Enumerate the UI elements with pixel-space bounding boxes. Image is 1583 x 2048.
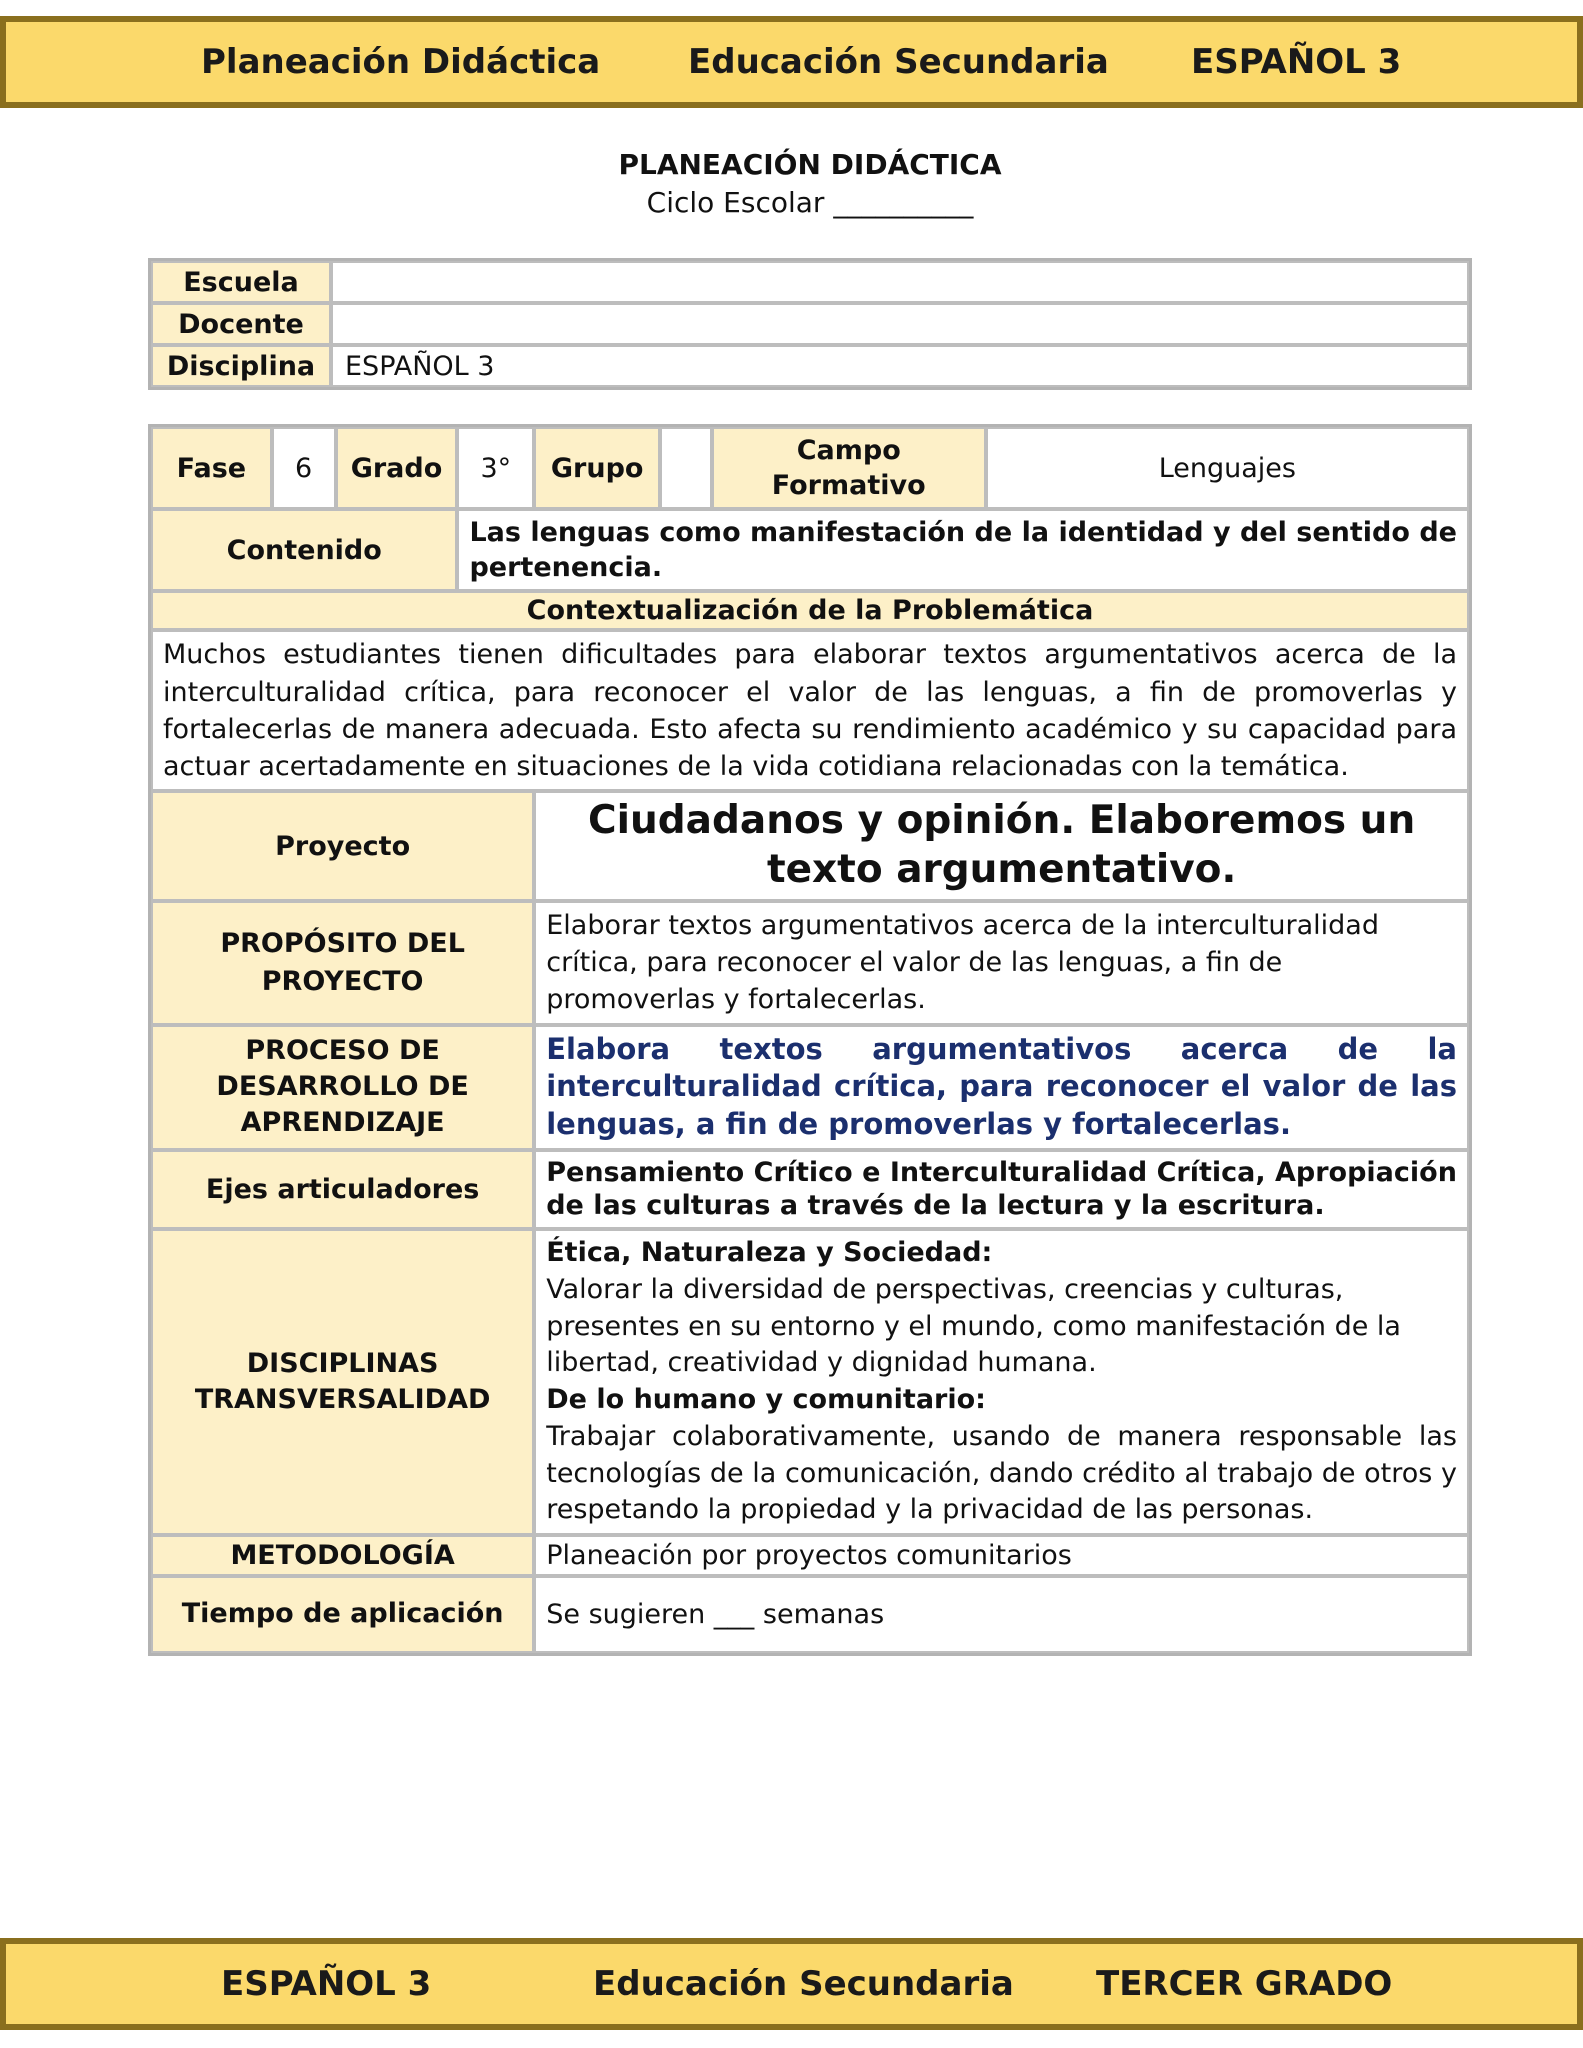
- transversalidad-heading-1: Ética, Naturaleza y Sociedad:: [546, 1237, 993, 1269]
- info-table: [148, 258, 1472, 390]
- header-right: ESPAÑOL 3: [1191, 42, 1402, 82]
- header-left: Planeación Didáctica: [201, 42, 601, 82]
- ejes-value: Pensamiento Crítico e Interculturalidad Crítica, Apropiación de las culturas a través de la lectura y la escritura.: [534, 1150, 1469, 1230]
- header-center: Educación Secundaria: [688, 42, 1109, 82]
- disciplina-field[interactable]: ESPAÑOL 3: [331, 345, 1469, 387]
- footer-right: TERCER GRADO: [1096, 1964, 1393, 2004]
- grupo-label: Grupo: [534, 427, 660, 509]
- contenido-value: Las lenguas como manifestación de la identidad y del sentido de pertenencia.: [457, 509, 1469, 591]
- escuela-row: [151, 261, 1469, 303]
- ejes-label: Ejes articuladores: [151, 1150, 534, 1230]
- transversalidad-heading-2: De lo humano y comunitario:: [546, 1384, 986, 1416]
- tiempo-value[interactable]: Se sugieren ___ semanas: [534, 1576, 1469, 1653]
- contexto-row: [151, 630, 1469, 791]
- campo-formativo-value[interactable]: Lenguajes: [986, 427, 1469, 509]
- proyecto-label: Proyecto: [151, 791, 534, 901]
- plan-table: [148, 424, 1472, 1656]
- proyecto-row: [151, 791, 1469, 901]
- disciplina-row: [151, 345, 1469, 387]
- tiempo-label: Tiempo de aplicación: [151, 1576, 534, 1653]
- transversalidad-label: DISCIPLINAS TRANSVERSALIDAD: [151, 1229, 534, 1535]
- grado-label: Grado: [336, 427, 458, 509]
- transversalidad-value: [534, 1229, 1469, 1535]
- tiempo-row: [151, 1576, 1469, 1653]
- fase-label: Fase: [151, 427, 272, 509]
- ejes-row: [151, 1150, 1469, 1230]
- transversalidad-row: [151, 1229, 1469, 1535]
- pda-value: Elabora textos argumentativos acerca de la interculturalidad crítica, para reconocer el valor de las lenguas, a fin de promoverlas y fortalecerlas.: [534, 1025, 1469, 1150]
- footer-left: ESPAÑOL 3: [221, 1964, 432, 2004]
- escuela-field[interactable]: [331, 261, 1469, 303]
- metodologia-value: Planeación por proyectos comunitarios: [534, 1535, 1469, 1576]
- fase-row: [151, 427, 1469, 509]
- contenido-row: [151, 509, 1469, 591]
- proposito-label: PROPÓSITO DEL PROYECTO: [151, 901, 534, 1025]
- proposito-row: [151, 901, 1469, 1025]
- docente-label: Docente: [151, 303, 331, 345]
- proposito-value: Elaborar textos argumentativos acerca de la interculturalidad crítica, para reconocer el valor de las lenguas, a fin de promoverlas y fortalecerlas.: [534, 901, 1469, 1025]
- metodologia-label: METODOLOGÍA: [151, 1535, 534, 1576]
- docente-row: [151, 303, 1469, 345]
- transversalidad-text-1: Valorar la diversidad de perspectivas, creencias y culturas, presentes en su entorno y el mundo, como manifestación de la libertad, creatividad y dignidad humana.: [546, 1273, 1401, 1379]
- metodologia-row: [151, 1535, 1469, 1576]
- footer-banner: [0, 1938, 1583, 2030]
- footer-center: Educación Secundaria: [593, 1964, 1014, 2004]
- fase-value[interactable]: 6: [272, 427, 336, 509]
- docente-field[interactable]: [331, 303, 1469, 345]
- pda-label: PROCESO DE DESARROLLO DE APRENDIZAJE: [151, 1025, 534, 1150]
- contexto-label: Contextualización de la Problemática: [151, 591, 1469, 630]
- escuela-label: Escuela: [151, 261, 331, 303]
- transversalidad-text-2: Trabajar colaborativamente, usando de manera responsable las tecnologías de la comunicación, dando crédito al trabajo de otros y respetando la propiedad y la privacidad de las personas.: [546, 1420, 1457, 1526]
- contexto-text: Muchos estudiantes tienen dificultades para elaborar textos argumentativos acerca de la interculturalidad crítica, para reconocer el valor de las lenguas, a fin de promoverlas y fortalecerlas de manera adecuada. Esto afecta su rendimiento académico y su capacidad para actuar acertadamente en situaciones de la vida cotidiana relacionadas con la temática.: [151, 630, 1469, 791]
- document-title: PLANEACIÓN DIDÁCTICA: [618, 148, 1002, 181]
- proyecto-value: Ciudadanos y opinión. Elaboremos un texto argumentativo.: [534, 791, 1469, 901]
- disciplina-label: Disciplina: [151, 345, 331, 387]
- contexto-header-row: [151, 591, 1469, 630]
- grupo-value[interactable]: [660, 427, 712, 509]
- document-subtitle: Ciclo Escolar __________: [646, 186, 974, 219]
- contenido-label: Contenido: [151, 509, 457, 591]
- header-banner: [0, 16, 1583, 108]
- campo-formativo-label: Campo Formativo: [712, 427, 986, 509]
- grado-value[interactable]: 3°: [457, 427, 534, 509]
- pda-row: [151, 1025, 1469, 1150]
